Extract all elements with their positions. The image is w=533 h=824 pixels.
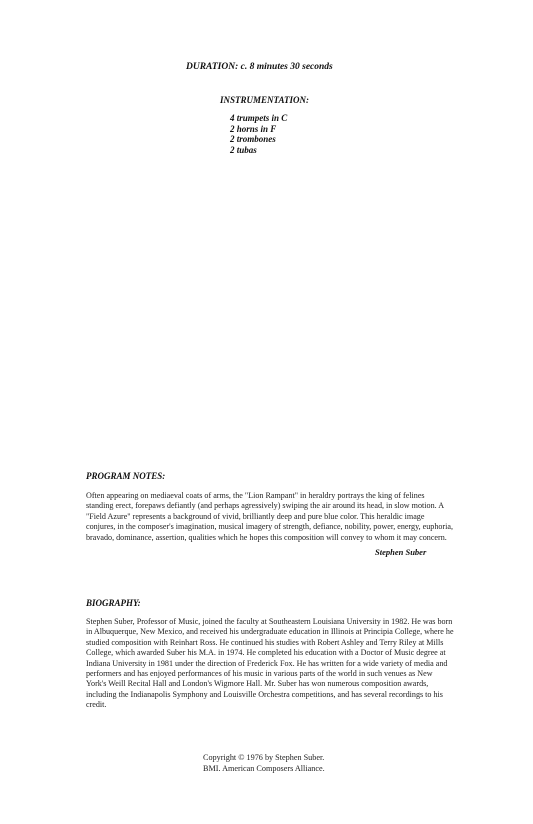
copyright-line: Copyright © 1976 by Stephen Suber.	[203, 753, 325, 762]
instrument-item: 2 tubas	[230, 144, 257, 155]
instrumentation-heading: INSTRUMENTATION:	[220, 95, 310, 105]
program-notes-text: Often appearing on mediaeval coats of arms, the "Lion Rampant" in heraldry portrays the king of felines standing erect, forepaws defiantly (and perhaps agressively) swiping the air around its head, in slow motion. A "Field Azure" represents a background of vivid, brilliantly deep and pure blue color. This heraldic image conjures, in the composer's imagination, musical imagery of strength, defiance, nobility, power, energy, euphoria, bravado, dominance, assertion, qualities which he hopes this composition will convey to whom it may concern.	[86, 491, 453, 542]
duration-line: DURATION: c. 8 minutes 30 seconds	[186, 62, 333, 72]
program-notes-heading: PROGRAM NOTES:	[86, 471, 166, 481]
instrumentation-list	[230, 113, 287, 155]
biography-heading: BIOGRAPHY:	[86, 598, 141, 608]
instrument-item: 4 trumpets in C	[230, 113, 288, 123]
license-line: BMI. American Composers Alliance.	[203, 763, 325, 773]
program-notes-signature: Stephen Suber	[375, 547, 427, 557]
copyright-notice	[203, 753, 325, 774]
instrument-item: 2 trombones	[230, 134, 276, 144]
instrument-item: 2 horns in F	[230, 123, 277, 134]
biography-text: Stephen Suber, Professor of Music, joined the faculty at Southeastern Louisiana University in 1982. He was born in Albuquerque, New Mexico, and received his undergraduate education in Illinois at Principia College, where he studied composition with Reinhart Ross. He continued his studies with Robert Ashley and Terry Riley at Mills College, which awarded Suber his M.A. in 1974. He completed his education with a Doctor of Music degree at Indiana University in 1981 under the direction of Frederick Fox. He has written for a wide variety of media and performers and has enjoyed performances of his music in various parts of the world in such venues as New York's Weill Recital Hall and London's Wigmore Hall. Mr. Suber has won numerous composition awards, including the Indianapolis Symphony and Louisville Orchestra competitions, and has several recordings to his credit.	[86, 617, 454, 710]
